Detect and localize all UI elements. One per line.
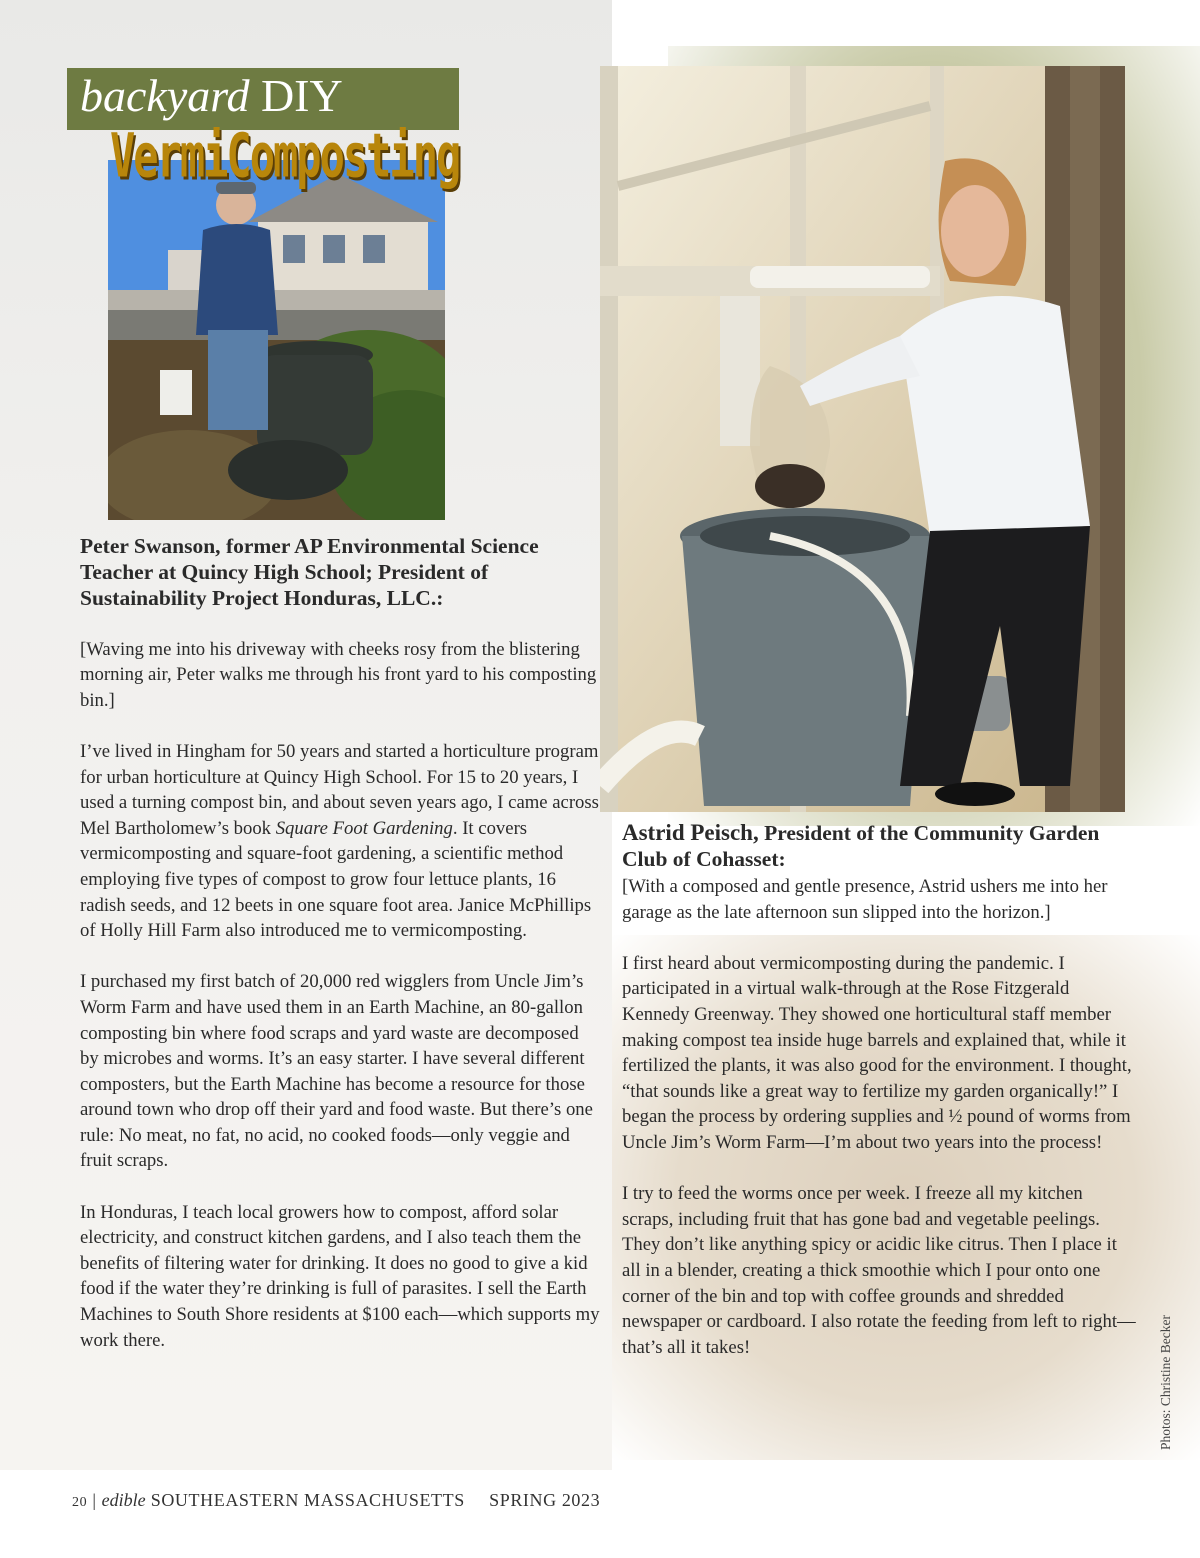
photo-peter-illustration	[108, 160, 445, 520]
peter-paragraph-2-b: . It covers vermicomposting and square-foot gardening, a scientific method employing five types of compost to grow four lettuce plants, 16 radish seeds, and 12 beets in one square foot area. Janice McPhillips of Holly Hill Farm also introduced me to vermicomposting.	[80, 817, 592, 942]
title-main: DIY	[260, 70, 343, 121]
book-title: Square Foot Gardening	[275, 817, 453, 839]
peter-paragraph-2-a: I’ve lived in Hingham for 50 years and started a horticulture program for urban horticulture at Quincy High School. For 15 to 20 years, I used a turning compost bin, and about seven years ago, I came across Mel Bartholomew’s book	[80, 740, 599, 839]
page-number: 20	[72, 1495, 88, 1510]
peter-paragraph-2	[80, 739, 600, 944]
astrid-role: President of the Community Garden Club of Cohasset:	[622, 821, 1100, 871]
photo-peter-swanson	[108, 160, 445, 520]
astrid-paragraph-2: I first heard about vermicomposting during the pandemic. I participated in a virtual walk-through at the Rose Fitzgerald Kennedy Greenway. They showed one horticultural staff member making compost tea inside huge barrels and explained that, while it fertilized the plants, it was also good for the environment. I thought, “that sounds like a great way to fertilize my garden organically!” I began the process by ordering supplies and ½ pound of worms from Uncle Jim’s Worm Farm—I’m about two years into the process!	[622, 952, 1132, 1153]
peter-paragraph-1: [Waving me into his driveway with cheeks rosy from the blistering morning air, Peter walks me through his front yard to his composting bin.]	[80, 638, 597, 711]
brand-italic: edible	[101, 1490, 146, 1510]
astrid-column	[622, 820, 1137, 1386]
photo-astrid-illustration	[600, 66, 1125, 812]
page-subtitle: VermiComposting	[110, 120, 460, 192]
peter-role: former AP Environmental Science Teacher at Quincy High School; President of Sustainability Project Honduras, LLC.:	[80, 534, 539, 610]
astrid-name: Astrid Peisch,	[622, 820, 759, 845]
astrid-paragraph-1: [With a composed and gentle presence, Astrid ushers me into her garage as the late afternoon sun slipped into the horizon.]	[622, 876, 1108, 923]
photo-astrid-peisch	[600, 66, 1125, 812]
peter-paragraph-4: In Honduras, I teach local growers how to compost, afford solar electricity, and construct kitchen gardens, and I also teach them the benefits of filtering water for drinking. It does no good to give a kid food if the water they’re drinking is full of parasites. I sell the Earth Machines to South Shore residents at $100 each—which supports my work there.	[80, 1201, 600, 1351]
peter-name: Peter Swanson,	[80, 534, 221, 558]
brand-name: SOUTHEASTERN MASSACHUSETTS	[145, 1490, 465, 1510]
peter-body	[80, 637, 600, 1354]
peter-column	[80, 533, 600, 1379]
astrid-paragraph-3: I try to feed the worms once per week. I freeze all my kitchen scraps, including fruit that has gone bad and vegetable peelings. They don’t like anything spicy or acidic like citrus. Then I place it all in a blender, creating a thick smoothie which I pour onto one corner of the bin and top with coffee grounds and shredded newspaper or cardboard. I also rotate the feeding from left to right—that’s all it takes!	[622, 1183, 1136, 1358]
astrid-body	[622, 874, 1137, 1360]
issue-label: SPRING 2023	[489, 1490, 601, 1510]
peter-byline	[80, 533, 600, 611]
peter-paragraph-3: I purchased my first batch of 20,000 red wigglers from Uncle Jim’s Worm Farm and have used them in an Earth Machine, an 80-gallon composting bin where food scraps and yard waste are decomposed by microbes and worms. It’s an easy starter. I have several different composters, but the Earth Machine has become a resource for those around town who drop off their yard and food waste. But there’s one rule: No meat, no fat, no acid, no cooked foods—only veggie and fruit scraps.	[80, 971, 593, 1172]
footer-separator: |	[92, 1490, 97, 1510]
page-footer	[72, 1490, 600, 1511]
page-title	[80, 70, 343, 122]
title-prefix: backyard	[80, 70, 250, 121]
astrid-byline	[622, 820, 1137, 872]
photo-credit: Photos: Christine Becker	[1158, 1315, 1173, 1450]
